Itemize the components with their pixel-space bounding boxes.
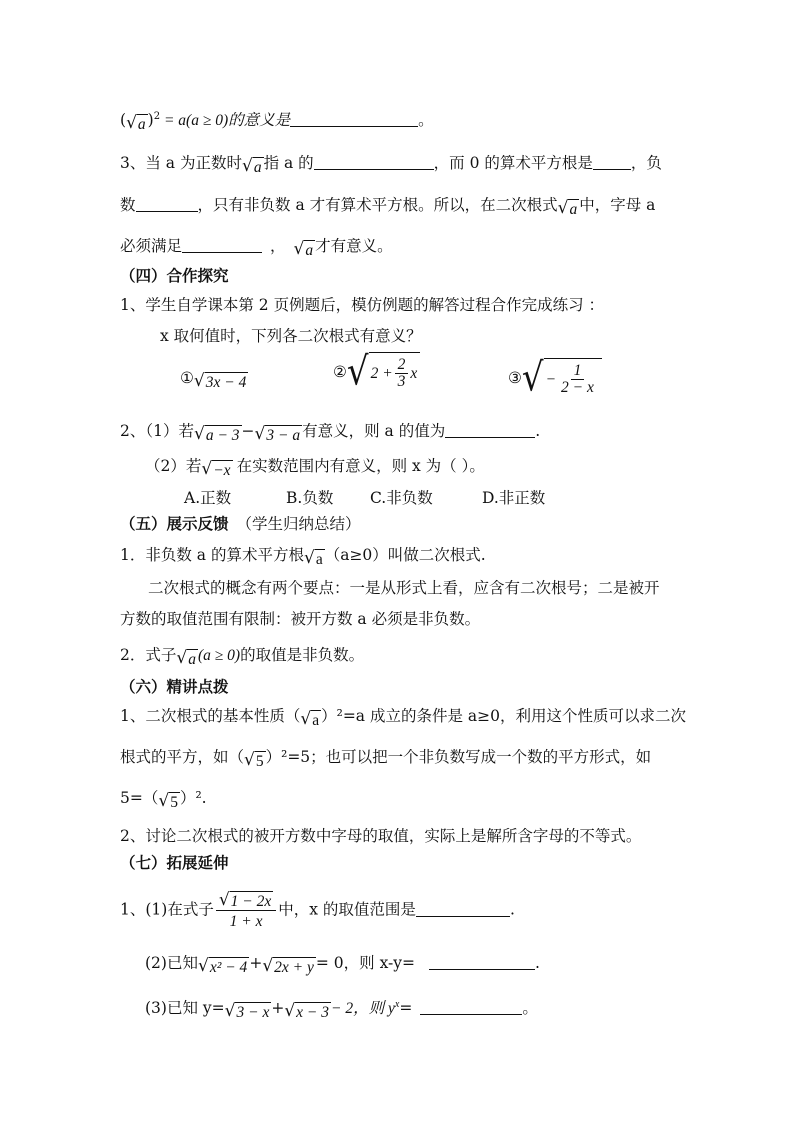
exercise-3 xyxy=(508,355,602,401)
text: (2)已知 xyxy=(145,954,198,972)
item-number: ② xyxy=(333,363,347,381)
text: 5=（ xyxy=(120,789,159,807)
section-heading: （五）展示反馈 xyxy=(120,515,229,533)
sqrt-a: √ a xyxy=(300,709,320,729)
extension-1 xyxy=(120,886,515,933)
fraction: √ 1 − 2x 1 + x xyxy=(216,886,276,933)
choice-options xyxy=(184,488,545,508)
exercise-2 xyxy=(333,349,420,395)
answer-blank[interactable] xyxy=(136,197,198,212)
text: ，只有非负数 a 才有算术平方根。所以，在二次根式 xyxy=(197,196,558,214)
sqrt-a: √ a xyxy=(303,548,323,568)
line-sqrt-square-meaning xyxy=(120,107,434,133)
point-1-cont xyxy=(120,747,651,770)
option-a[interactable]: A.正数 xyxy=(184,489,232,507)
text: 2．式子 xyxy=(120,646,177,664)
extension-3 xyxy=(145,995,538,1021)
text: 2、（1）若 xyxy=(120,422,194,440)
text: 中，字母 a xyxy=(579,196,656,214)
text: − xyxy=(241,422,255,440)
summary-2 xyxy=(120,645,364,668)
line-q3-end xyxy=(120,236,393,259)
sqrt-5: √ 5 xyxy=(244,750,264,770)
text: = xyxy=(399,999,413,1018)
sqrt-expression: √ − $\frac{1}{2 - x}$ xyxy=(522,358,602,398)
sqrt-5: √ 5 xyxy=(158,791,178,811)
text: 1、(1)在式子 xyxy=(120,900,214,919)
question-2-2 xyxy=(145,456,485,479)
text: = a(a ≥ 0)的意义是 xyxy=(160,112,291,130)
point-2: 2、讨论二次根式的被开方数中字母的取值，实际上是解所含字母的不等式。 xyxy=(120,827,642,845)
text: + xyxy=(249,954,263,972)
sqrt-expression: √ x² − 4 xyxy=(197,956,248,976)
paragraph: 1、学生自学课本第 2 页例题后，模仿例题的解答过程合作完成练习 ： xyxy=(120,296,605,314)
sqrt-expression: √ x − 3 xyxy=(284,1001,330,1022)
text: 在实数范围内有意义，则 x 为（ ）。 xyxy=(236,457,485,475)
section-heading: （六）精讲点拨 xyxy=(120,678,229,696)
text: 有意义，则 a 的值为 xyxy=(302,422,446,440)
paragraph: 二次根式的概念有两个要点：一是从形式上看，应含有二次根号；二是被开 xyxy=(148,579,660,597)
item-number: ③ xyxy=(508,369,522,387)
answer-blank[interactable] xyxy=(593,155,631,170)
answer-blank[interactable] xyxy=(290,112,418,127)
paren: ( xyxy=(120,111,127,130)
paragraph: x 取何值时，下列各二次根式有意义？ xyxy=(160,327,422,345)
line-q3-cont xyxy=(120,195,655,218)
sqrt-expression: √ 3x − 4 xyxy=(193,371,247,391)
text: 1．非负数 a 的算术平方根 xyxy=(120,546,304,564)
text: ）². xyxy=(179,789,207,807)
section-heading-5 xyxy=(120,514,361,534)
text: 中，x 的取值范围是 xyxy=(278,900,416,919)
sqrt-expression: √ 2x + y xyxy=(262,956,314,976)
text: 3、当 a 为正数时 xyxy=(120,154,242,172)
text: − 2，则 y xyxy=(331,1000,395,1018)
sqrt-expression: √ 3 − a xyxy=(254,424,301,444)
answer-blank[interactable] xyxy=(429,955,535,970)
text: ，而 0 的算术平方根是 xyxy=(433,154,593,172)
sqrt-expression: √ a − 3 xyxy=(193,424,240,444)
text: （2）若 xyxy=(145,457,202,475)
exponent: x xyxy=(394,999,400,1010)
fraction: $\frac{2}{3}$ xyxy=(395,357,409,390)
section-heading: （七）拓展延伸 xyxy=(120,854,229,872)
text: . xyxy=(535,422,541,440)
paragraph: 方数的取值范围有限制：被开方数 a 必须是非负数。 xyxy=(120,610,481,628)
exponent: 2 xyxy=(153,111,161,122)
line-q3 xyxy=(120,153,662,176)
text: ）²=5；也可以把一个非负数写成一个数的平方形式，如 xyxy=(265,748,652,766)
sqrt-a: √ a xyxy=(241,156,262,176)
text: 。 xyxy=(418,111,434,130)
fraction: $\frac{1}{2 - x}$ xyxy=(561,362,594,396)
heading-note: （学生归纳总结） xyxy=(236,515,361,533)
option-c[interactable]: C.非负数 xyxy=(370,489,433,507)
point-1 xyxy=(120,706,686,729)
text: . xyxy=(509,900,515,919)
point-1-end xyxy=(120,788,207,811)
sqrt-expression: √ 1 − 2x xyxy=(218,890,272,910)
exercise-1 xyxy=(180,368,248,391)
summary-1 xyxy=(120,545,486,568)
text: 1、二次根式的基本性质（ xyxy=(120,707,301,725)
answer-blank[interactable] xyxy=(416,902,510,917)
extension-2 xyxy=(145,953,540,976)
text: ， xyxy=(270,237,286,255)
condition: (a ≥ 0) xyxy=(197,647,241,664)
text: = 0，则 x-y= xyxy=(315,954,416,972)
text: 数 xyxy=(120,196,136,214)
text: (3)已知 y= xyxy=(145,999,225,1018)
option-b[interactable]: B.负数 xyxy=(286,489,334,507)
sqrt-a: √ a xyxy=(176,648,196,668)
answer-blank[interactable] xyxy=(182,238,262,253)
text: + xyxy=(271,999,285,1018)
sqrt-a: √ a xyxy=(126,113,146,134)
answer-blank[interactable] xyxy=(314,155,434,170)
question-2-1 xyxy=(120,421,540,444)
text: ，负 xyxy=(630,154,662,172)
text: . xyxy=(535,954,540,972)
sqrt-a: √ a xyxy=(293,239,314,259)
sqrt-expression: √ −x xyxy=(201,459,231,479)
paren: ) xyxy=(147,111,154,130)
text: ）²=a 成立的条件是 a≥0，利用这个性质可以求二次 xyxy=(321,707,686,725)
sqrt-expression: √ 3 − x xyxy=(224,1001,270,1022)
text: 的取值是非负数。 xyxy=(240,646,365,664)
text: 根式的平方，如（ xyxy=(120,748,245,766)
option-d[interactable]: D.非正数 xyxy=(482,489,546,507)
text: 。 xyxy=(522,999,538,1018)
section-heading: （四）合作探究 xyxy=(120,267,229,285)
text: （a≥0）叫做二次根式. xyxy=(324,546,486,564)
text: 必须满足 xyxy=(120,237,183,255)
item-number: ① xyxy=(180,369,194,387)
answer-blank[interactable] xyxy=(420,1000,522,1015)
answer-blank[interactable] xyxy=(445,423,535,438)
text: 才有意义。 xyxy=(315,237,393,255)
text: 指 a 的 xyxy=(263,154,314,172)
sqrt-a: √ a xyxy=(557,198,578,218)
sqrt-expression: √ 2 + $\frac{2}{3}$ x xyxy=(347,352,420,392)
